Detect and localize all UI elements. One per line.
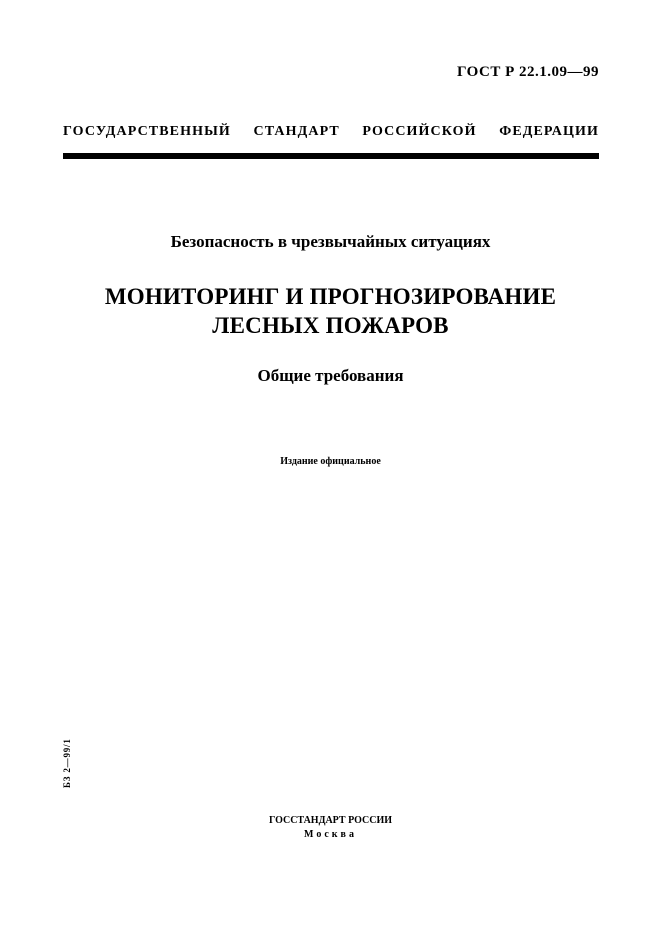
main-title-line-1: МОНИТОРИНГ И ПРОГНОЗИРОВАНИЕ <box>104 284 557 309</box>
header-word-3: РОССИЙСКОЙ <box>362 124 477 139</box>
document-number: ГОСТ Р 22.1.09—99 <box>456 64 599 80</box>
header-word-1: ГОСУДАРСТВЕННЫЙ <box>63 124 231 139</box>
header-word-2: СТАНДАРТ <box>253 124 340 139</box>
publisher-name: ГОССТАНДАРТ РОССИИ <box>268 815 393 826</box>
main-title <box>0 282 661 340</box>
header-divider <box>63 153 599 159</box>
publisher-block <box>0 814 661 842</box>
series-title: Безопасность в чрезвычайных ситуациях <box>170 232 491 251</box>
main-title-line-2: ЛЕСНЫХ ПОЖАРОВ <box>212 313 449 338</box>
header-word-4: ФЕДЕРАЦИИ <box>499 124 599 139</box>
side-code: БЗ 2—99/1 <box>62 738 72 788</box>
subtitle: Общие требования <box>257 366 404 385</box>
publisher-city: Москва <box>304 829 357 840</box>
state-standard-header <box>63 124 599 140</box>
edition-note: Издание официальное <box>280 456 381 467</box>
